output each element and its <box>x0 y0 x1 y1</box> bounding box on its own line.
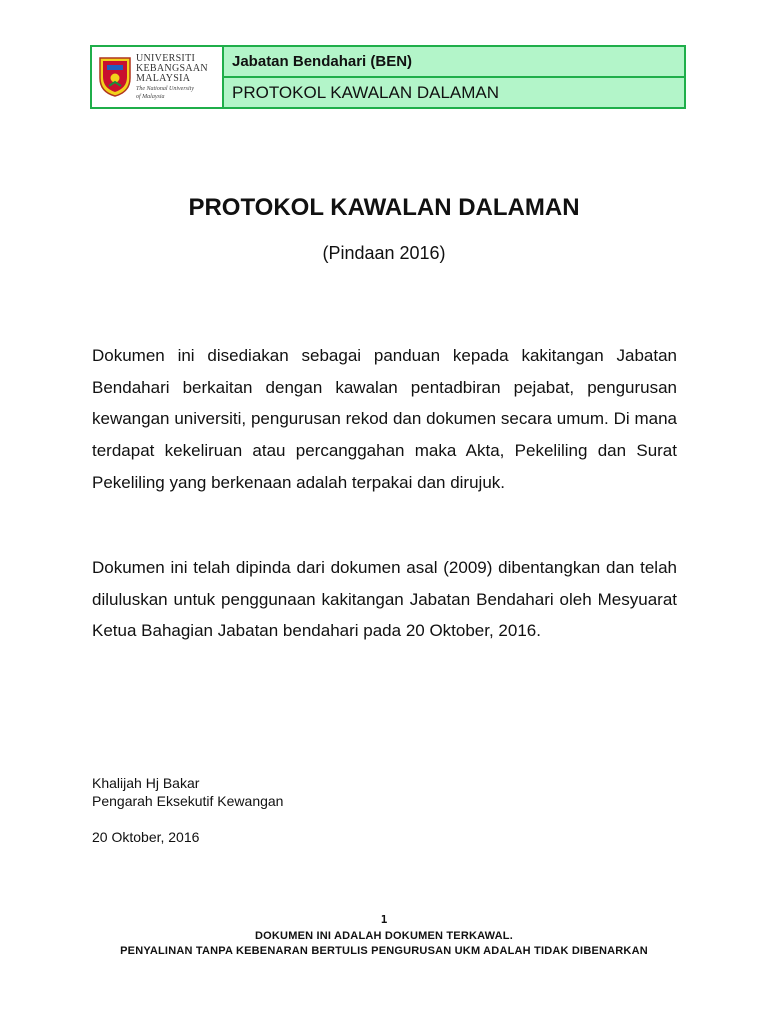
header-title-cell <box>224 47 684 107</box>
university-crest-icon <box>98 56 132 98</box>
doc-title-row <box>224 78 684 107</box>
page-number: 1 <box>380 913 388 926</box>
logo-subtitle-1: The National University <box>136 86 194 92</box>
logo-line-2: KEBANGSAAN <box>136 63 208 74</box>
department-row <box>224 47 684 78</box>
signatory-title: Pengarah Eksekutif Kewangan <box>92 793 284 809</box>
logo-subtitle-2: of Malaysia <box>136 94 165 100</box>
department-name: Jabatan Bendahari (BEN) <box>232 53 413 70</box>
logo-line-1: UNIVERSITI <box>136 53 196 64</box>
page-subtitle: (Pindaan 2016) <box>322 243 446 263</box>
header-doc-title: PROTOKOL KAWALAN DALAMAN <box>232 82 500 102</box>
footer-notice-line-2: PENYALINAN TANPA KEBENARAN BERTULIS PENGURUSAN UKM ADALAH TIDAK DIBENARKAN <box>120 945 648 957</box>
paragraph-intro: Dokumen ini disediakan sebagai panduan kepada kakitangan Jabatan Bendahari berkaitan dengan kawalan pentadbiran pejabat, pengurusan kewangan universiti, pengurusan rekod dan dokumen secara umum. Di mana terdapat kekeliruan atau percanggahan maka Akta, Pekeliling dan Surat Pekeliling yang berkenaan adalah terpakai dan dirujuk. <box>92 346 677 492</box>
footer-notice-line-1: DOKUMEN INI ADALAH DOKUMEN TERKAWAL. <box>255 930 513 942</box>
page-title: PROTOKOL KAWALAN DALAMAN <box>188 194 580 221</box>
document-header <box>90 45 686 109</box>
signature-date: 20 Oktober, 2016 <box>92 829 200 845</box>
signatory-name: Khalijah Hj Bakar <box>92 775 200 791</box>
university-logo <box>92 47 224 107</box>
logo-line-3: MALAYSIA <box>136 73 191 84</box>
paragraph-amendment: Dokumen ini telah dipinda dari dokumen asal (2009) dibentangkan dan telah diluluskan untuk penggunaan kakitangan Jabatan Bendahari oleh Mesyuarat Ketua Bahagian Jabatan bendahari pada 20 Oktober, 2016. <box>92 558 677 641</box>
